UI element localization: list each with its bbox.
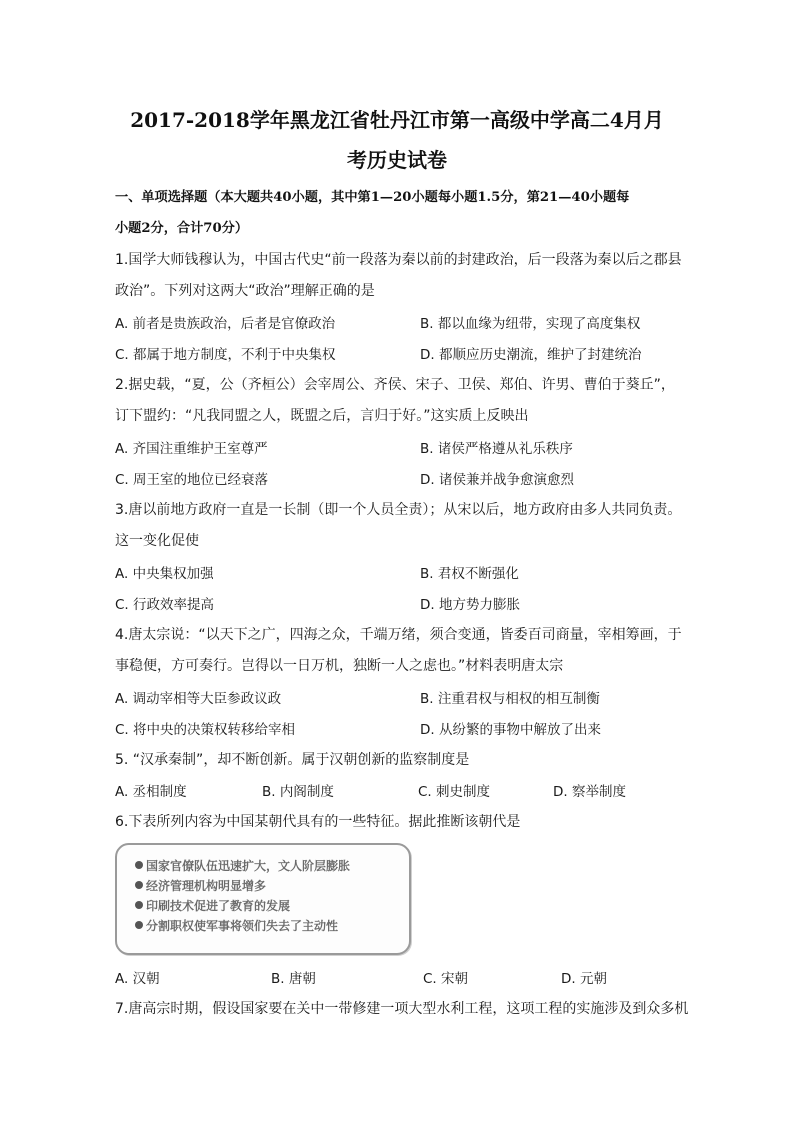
q4-option-b: B. 注重君权与相权的相互制衡 xyxy=(420,691,600,707)
q3-stem-line1: 3.唐以前地方政府一直是一长制（即一个人员全责）；从宋以后，地方政府由多人共同负责。 xyxy=(115,502,682,518)
q1-stem-line2: 政治”。下列对这两大“政治”理解正确的是 xyxy=(115,283,375,299)
q6-option-d: D. 元朝 xyxy=(561,971,607,987)
q3-option-d: D. 地方势力膨胀 xyxy=(420,597,520,613)
exam-title-line2: 考历史试卷 xyxy=(347,148,447,172)
section-heading-line1: 一、单项选择题（本大题共40小题，其中第1—20小题每小题1.5分，第21—40小题每 xyxy=(115,190,630,205)
q5-stem: 5. “汉承秦制”，却不断创新。属于汉朝创新的监察制度是 xyxy=(115,752,470,768)
q5-option-d: D. 察举制度 xyxy=(553,784,626,800)
q2-option-a: A. 齐国注重维护王室尊严 xyxy=(115,441,268,457)
q1-option-b: B. 都以血缘为纽带，实现了高度集权 xyxy=(420,316,641,332)
exam-title-line1: 2017-2018学年黑龙江省牡丹江市第一高级中学高二4月月 xyxy=(130,108,664,132)
q4-option-c: C. 将中央的决策权转移给宰相 xyxy=(115,722,296,738)
q2-option-b: B. 诸侯严格遵从礼乐秩序 xyxy=(420,441,573,457)
q6-option-a: A. 汉朝 xyxy=(115,971,160,987)
q6-feature-item: 印刷技术促进了教育的发展 xyxy=(135,897,290,914)
q6-feature-box xyxy=(115,843,411,955)
q1-stem-line1: 1.国学大师钱穆认为，中国古代史“前一段落为秦以前的封建政治，后一段落为秦以后之郡县 xyxy=(115,252,682,268)
bullet-icon xyxy=(135,901,143,909)
q1-option-d: D. 都顺应历史潮流，维护了封建统治 xyxy=(420,347,642,363)
bullet-icon xyxy=(135,861,143,869)
q3-option-b: B. 君权不断强化 xyxy=(420,566,519,582)
q6-option-b: B. 唐朝 xyxy=(271,971,316,987)
q6-feature-item: 分割职权使军事将领们失去了主动性 xyxy=(135,917,338,934)
q5-option-b: B. 内阁制度 xyxy=(262,784,334,800)
bullet-icon xyxy=(135,881,143,889)
q6-feature-item: 经济管理机构明显增多 xyxy=(135,877,266,894)
q3-option-a: A. 中央集权加强 xyxy=(115,566,214,582)
q3-stem-line2: 这一变化促使 xyxy=(115,533,199,549)
q6-feature-item: 国家官僚队伍迅速扩大，文人阶层膨胀 xyxy=(135,857,350,874)
q4-stem-line2: 事稳便，方可奏行。岂得以一日万机，独断一人之虑也。”材料表明唐太宗 xyxy=(115,658,564,674)
q2-option-c: C. 周王室的地位已经衰落 xyxy=(115,472,269,488)
q4-stem-line1: 4.唐太宗说：“以天下之广，四海之众，千端万绪，须合变通，皆委百司商量，宰相筹画，于 xyxy=(115,627,682,643)
q1-option-c: C. 都属于地方制度，不利于中央集权 xyxy=(115,347,336,363)
q5-option-a: A. 丞相制度 xyxy=(115,784,187,800)
section-heading-line2: 小题2分，合计70分） xyxy=(115,221,249,236)
q2-stem-line2: 订下盟约：“凡我同盟之人，既盟之后，言归于好。”这实质上反映出 xyxy=(115,408,529,424)
bullet-icon xyxy=(135,921,143,929)
q6-stem: 6.下表所列内容为中国某朝代具有的一些特征。据此推断该朝代是 xyxy=(115,814,521,830)
q5-option-c: C. 刺史制度 xyxy=(418,784,491,800)
q7-stem-line1: 7.唐高宗时期，假设国家要在关中一带修建一项大型水利工程，这项工程的实施涉及到众多机 xyxy=(115,1001,689,1017)
q4-option-d: D. 从纷繁的事物中解放了出来 xyxy=(420,722,601,738)
q4-option-a: A. 调动宰相等大臣参政议政 xyxy=(115,691,282,707)
q2-option-d: D. 诸侯兼并战争愈演愈烈 xyxy=(420,472,574,488)
q1-option-a: A. 前者是贵族政治，后者是官僚政治 xyxy=(115,316,336,332)
q6-option-c: C. 宋朝 xyxy=(423,971,469,987)
q2-stem-line1: 2.据史载，“夏，公（齐桓公）会宰周公、齐侯、宋子、卫侯、郑伯、许男、曹伯于葵丘”， xyxy=(115,377,675,393)
q3-option-c: C. 行政效率提高 xyxy=(115,597,215,613)
